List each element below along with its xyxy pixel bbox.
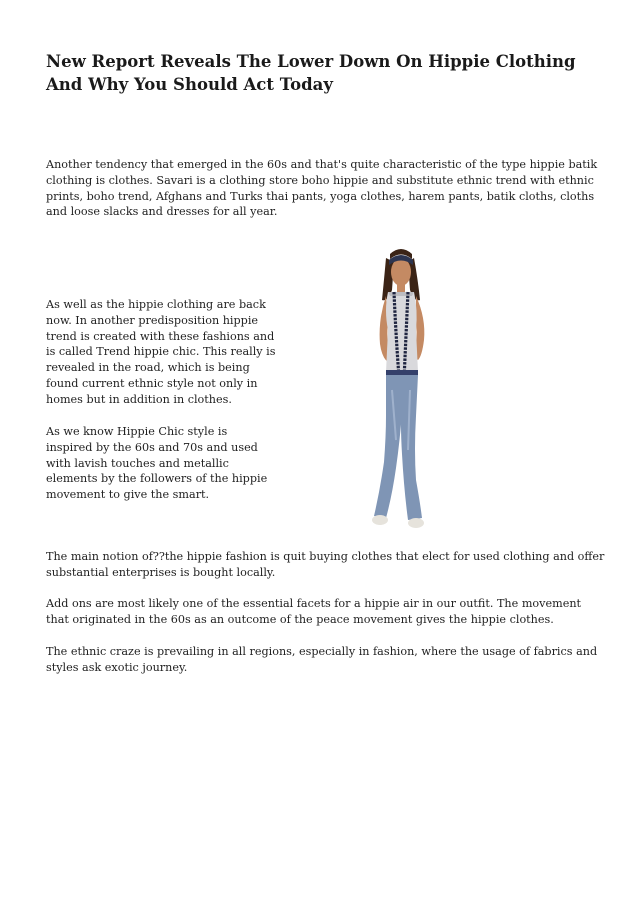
paragraph: The main notion of??the hippie fashion is quit buying clothes that elect for used clothing and offer substantial enterprises is bought locally. bbox=[46, 550, 605, 579]
paragraph: The ethnic craze is prevailing in all regions, especially in fashion, where the usage of fabrics and styles ask exotic journey. bbox=[46, 645, 598, 674]
paragraph: As well as the hippie clothing are back now. In another predisposition hippie trend is created with these fashions and is called Trend hippie chic. This really is revealed in the road, which is being found current ethnic style not only in homes but in addition in clothes. bbox=[46, 298, 276, 406]
paragraph: As we know Hippie Chic style is inspired by the 60s and 70s and used with lavish touches and metallic elements by the followers of the hippie movement to give the smart. bbox=[46, 425, 268, 502]
paragraph: Add ons are most likely one of the essential facets for a hippie air in our outfit. The movement that originated in the 60s as an outcome of the peace movement gives the hippie clothes. bbox=[46, 597, 582, 626]
document-title: New Report Reveals The Lower Down On Hippie Clothing And Why You Should Act Today bbox=[46, 52, 576, 94]
hippie-outfit-figure-image bbox=[356, 240, 446, 532]
paragraph: Another tendency that emerged in the 60s and that's quite characteristic of the type hippie batik clothing is clothes. Savari is a clothing store boho hippie and substitute ethnic trend with ethnic prints, boho trend, Afghans and Turks thai pants, yoga clothes, harem pants, batik cloths, cloths and loose slacks and dresses for all year. bbox=[46, 158, 598, 219]
